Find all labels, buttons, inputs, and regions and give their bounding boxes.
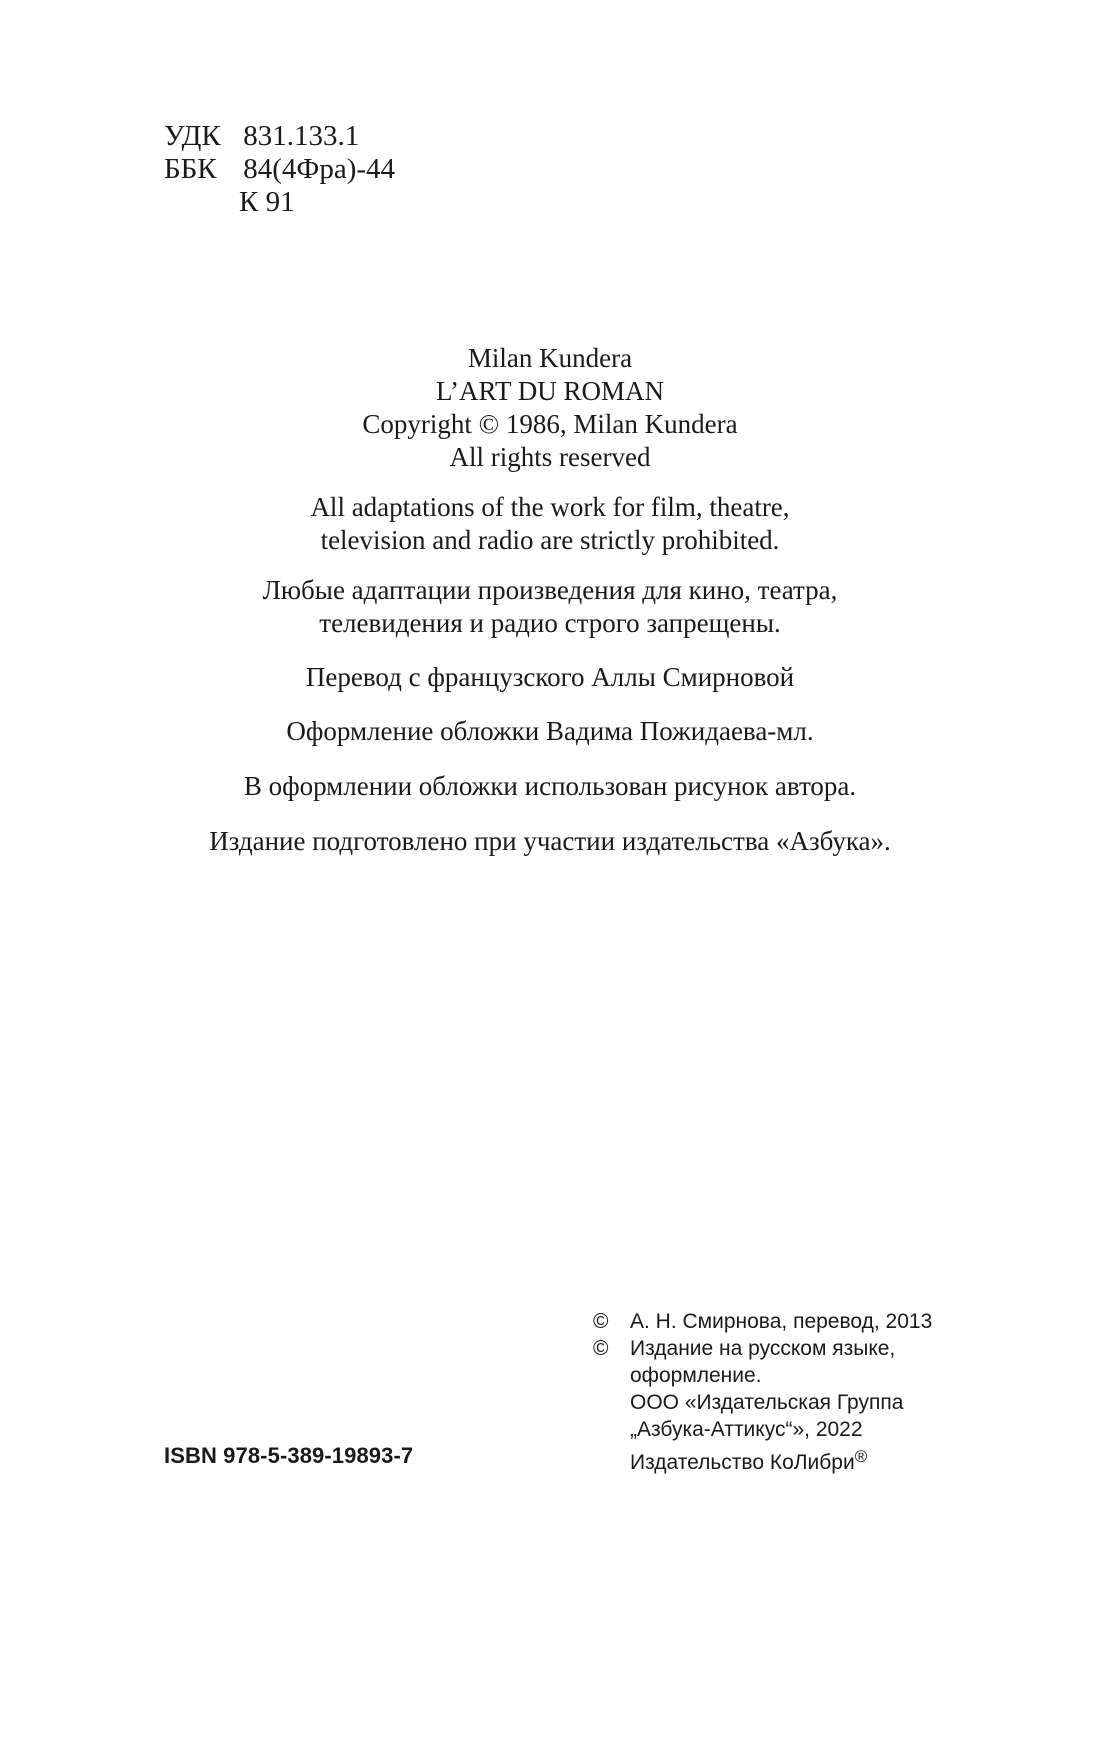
author-mark: К 91 <box>239 186 295 218</box>
udk-value: 831.133.1 <box>243 120 360 152</box>
original-title: L’ART DU ROMAN <box>436 376 664 406</box>
edition-copyright-line-3: ООО «Издательская Группа <box>630 1391 904 1414</box>
translation-copyright-text: А. Н. Смирнова, перевод, 2013 <box>630 1310 933 1333</box>
translator-credit: Перевод с французского Аллы Смирновой <box>305 662 795 692</box>
copyright-mark: © <box>593 1337 609 1360</box>
edition-copyright-line-4: „Азбука-Аттикус“», 2022 <box>630 1418 863 1441</box>
bbk-label: ББК <box>164 153 217 185</box>
registered-mark: ® <box>854 1447 868 1466</box>
udk-row <box>164 120 395 153</box>
bbk-value: 84(4Фра)-44 <box>243 153 396 185</box>
adaptations-notice-en <box>0 491 1100 557</box>
publisher-name: Издательство КоЛибри <box>630 1451 855 1474</box>
edition-copyright-line-2: оформление. <box>630 1364 762 1387</box>
original-author: Milan Kundera <box>467 343 633 373</box>
cover-drawing-note: В оформлении обложки использован рисунок автора. <box>243 771 857 801</box>
edition-copyright-line-1: Издание на русском языке, <box>630 1337 896 1360</box>
adaptations-ru-line-2: телевидения и радио строго запрещены. <box>319 608 781 638</box>
copyright-notices <box>593 1308 932 1476</box>
cover-design-credit: Оформление обложки Вадима Пожидаева-мл. <box>286 716 814 746</box>
original-copyright <box>0 342 1100 474</box>
udk-label: УДК <box>164 120 221 152</box>
adaptations-ru-line-1: Любые адаптации произведения для кино, театра, <box>262 575 838 605</box>
edition-copyright <box>593 1335 932 1362</box>
adaptations-notice-ru <box>0 574 1100 640</box>
original-copyright-line: Copyright © 1986, Milan Kundera <box>362 409 738 439</box>
bbk-row <box>164 153 395 186</box>
isbn: ISBN 978-5-389-19893-7 <box>164 1443 414 1468</box>
translation-copyright <box>593 1308 932 1335</box>
edition-copyright-line-5 <box>593 1443 932 1476</box>
copyright-mark: © <box>593 1310 609 1333</box>
imprint-center-block <box>0 342 1100 858</box>
rights-reserved: All rights reserved <box>449 442 651 472</box>
publisher-note: Издание подготовлено при участии издательства «Азбука». <box>209 826 891 856</box>
classification-block <box>164 120 395 219</box>
adaptations-en-line-1: All adaptations of the work for film, theatre, <box>310 492 790 522</box>
adaptations-en-line-2: television and radio are strictly prohibited. <box>320 525 780 555</box>
